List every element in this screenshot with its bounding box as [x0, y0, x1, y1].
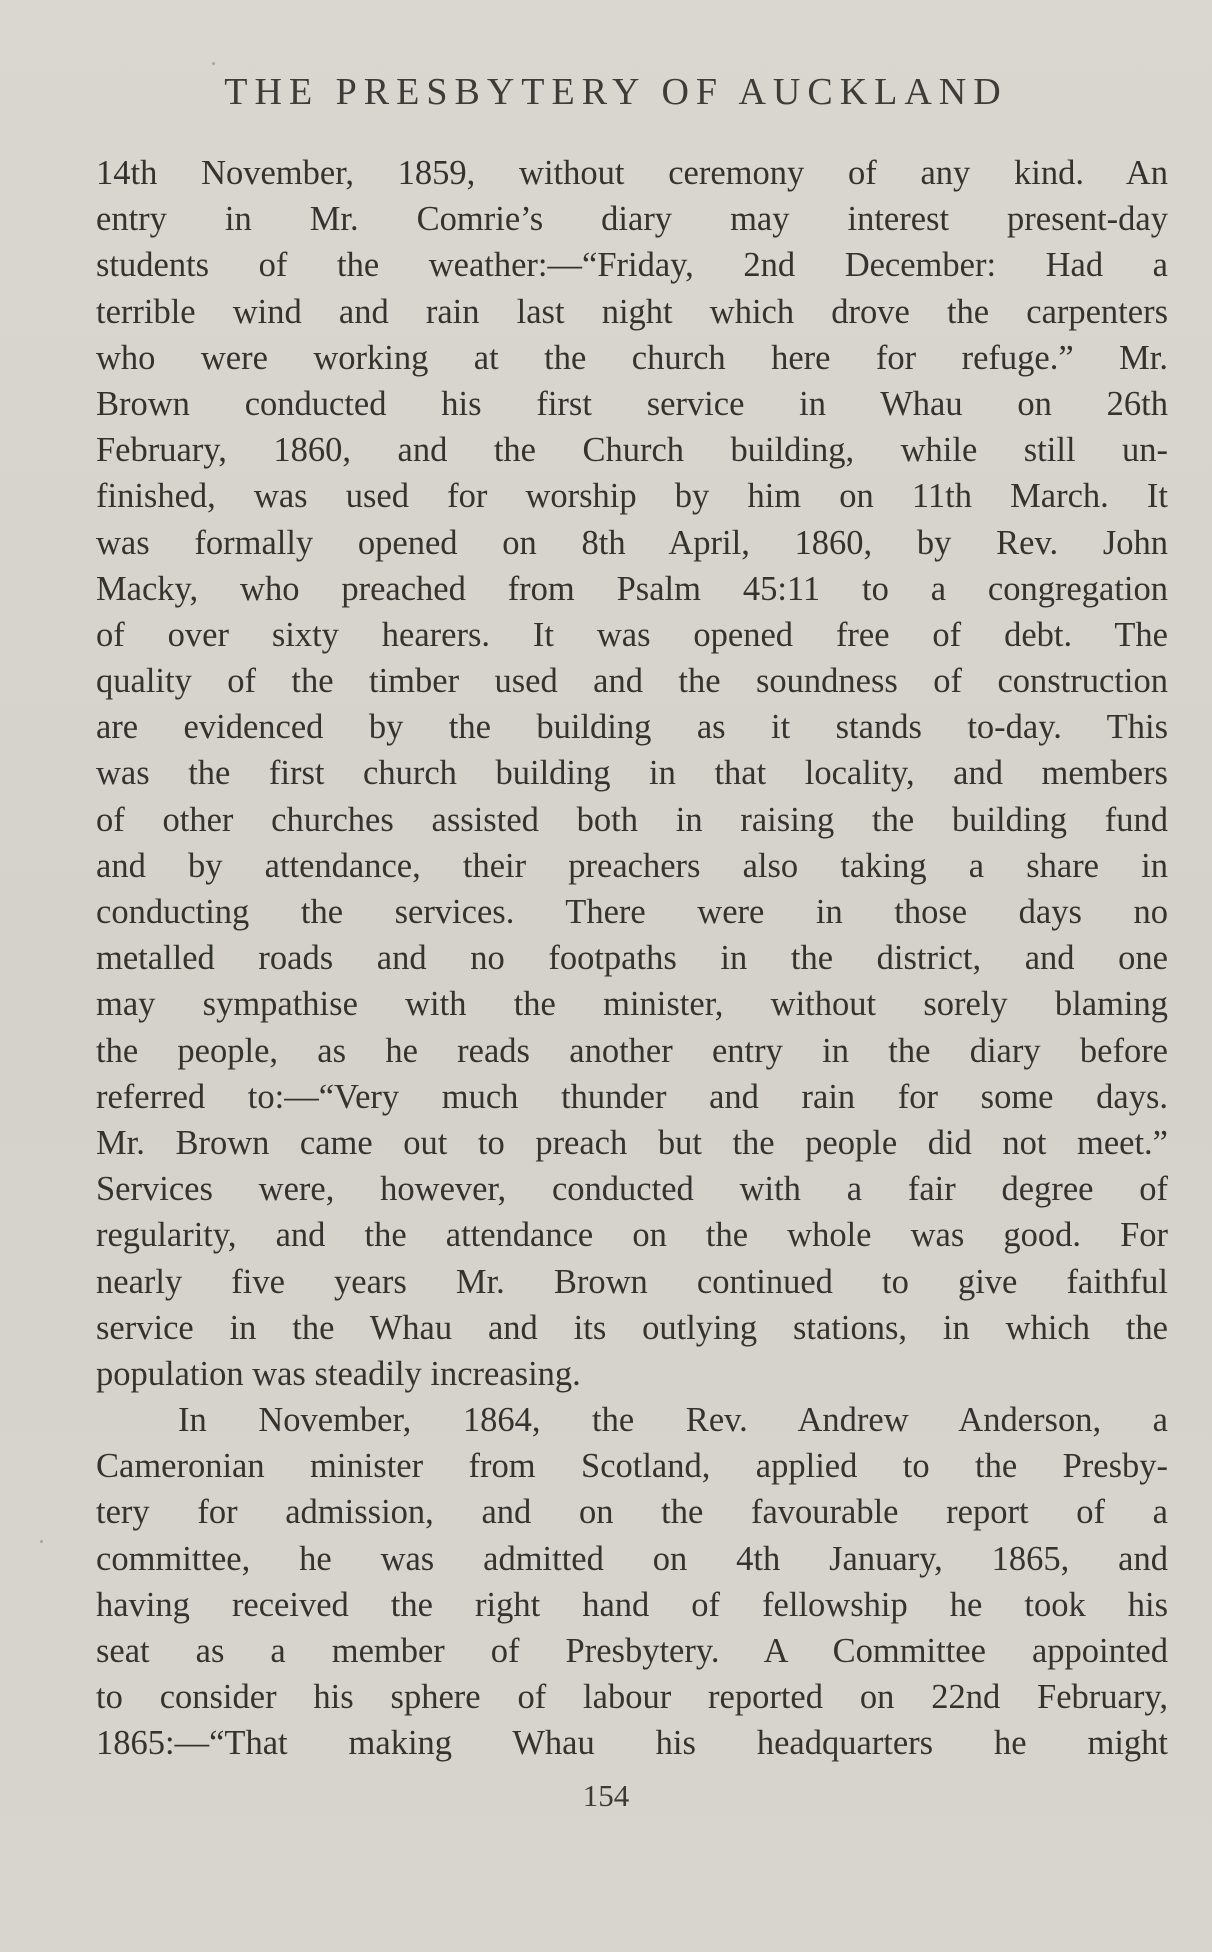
- text-line: students of the weather:—“Friday, 2nd December: Had a: [96, 246, 1168, 285]
- text-line: are evidenced by the building as it stands to-day. This: [96, 708, 1168, 747]
- running-head: THE PRESBYTERY OF AUCKLAND: [224, 71, 1008, 113]
- text-line: nearly five years Mr. Brown continued to give faithful: [96, 1262, 1168, 1301]
- text-line: regularity, and the attendance on the whole was good. For: [96, 1216, 1168, 1255]
- text-line: Macky, who preached from Psalm 45:11 to a congregation: [96, 569, 1168, 608]
- text-line: of other churches assisted both in raising the building fund: [96, 800, 1168, 839]
- text-line: Mr. Brown came out to preach but the people did not meet.”: [96, 1123, 1168, 1162]
- text-line: terrible wind and rain last night which drove the carpenters: [96, 292, 1168, 331]
- text-line: who were working at the church here for refuge.” Mr.: [96, 338, 1168, 377]
- text-line: metalled roads and no footpaths in the district, and one: [96, 939, 1168, 978]
- text-line: service in the Whau and its outlying stations, in which the: [96, 1308, 1168, 1347]
- text-line: Brown conducted his first service in Whau on 26th: [96, 384, 1168, 423]
- text-line: tery for admission, and on the favourable report of a: [96, 1493, 1168, 1532]
- text-line: and by attendance, their preachers also taking a share in: [96, 846, 1168, 885]
- text-line: committee, he was admitted on 4th January, 1865, and: [96, 1539, 1168, 1578]
- text-line: Services were, however, conducted with a fair degree of: [96, 1170, 1168, 1209]
- paragraph-first-line: In November, 1864, the Rev. Andrew Anderson, a: [178, 1401, 1168, 1440]
- paragraph-end-line: population was steadily increasing.: [96, 1354, 581, 1393]
- text-line: 14th November, 1859, without ceremony of any kind. An: [96, 154, 1168, 192]
- text-line: was formally opened on 8th April, 1860, by Rev. John: [96, 523, 1168, 562]
- text-line: to consider his sphere of labour reported on 22nd February,: [96, 1678, 1168, 1717]
- page-number: 154: [582, 1778, 630, 1813]
- text-line: having received the right hand of fellowship he took his: [96, 1585, 1168, 1624]
- text-line: of over sixty hearers. It was opened free of debt. The: [96, 615, 1168, 654]
- text-line: seat as a member of Presbytery. A Committee appointed: [96, 1632, 1168, 1670]
- paper-speck: [40, 1540, 43, 1543]
- text-line: February, 1860, and the Church building, while still un-: [96, 431, 1168, 470]
- paper-speck: [212, 62, 215, 65]
- text-line: may sympathise with the minister, without sorely blaming: [96, 985, 1168, 1024]
- text-line: Cameronian minister from Scotland, applied to the Presby-: [96, 1447, 1168, 1486]
- body-text: [96, 150, 1168, 1767]
- text-line: finished, was used for worship by him on 11th March. It: [96, 477, 1168, 516]
- text-line: 1865:—“That making Whau his headquarters he might: [96, 1724, 1168, 1763]
- text-line: referred to:—“Very much thunder and rain for some days.: [96, 1077, 1168, 1116]
- text-line: the people, as he reads another entry in the diary before: [96, 1031, 1168, 1070]
- text-line: was the first church building in that locality, and members: [96, 754, 1168, 793]
- text-line: quality of the timber used and the soundness of construction: [96, 662, 1168, 701]
- text-line: entry in Mr. Comrie’s diary may interest present-day: [96, 200, 1168, 239]
- text-line: conducting the services. There were in those days no: [96, 893, 1168, 931]
